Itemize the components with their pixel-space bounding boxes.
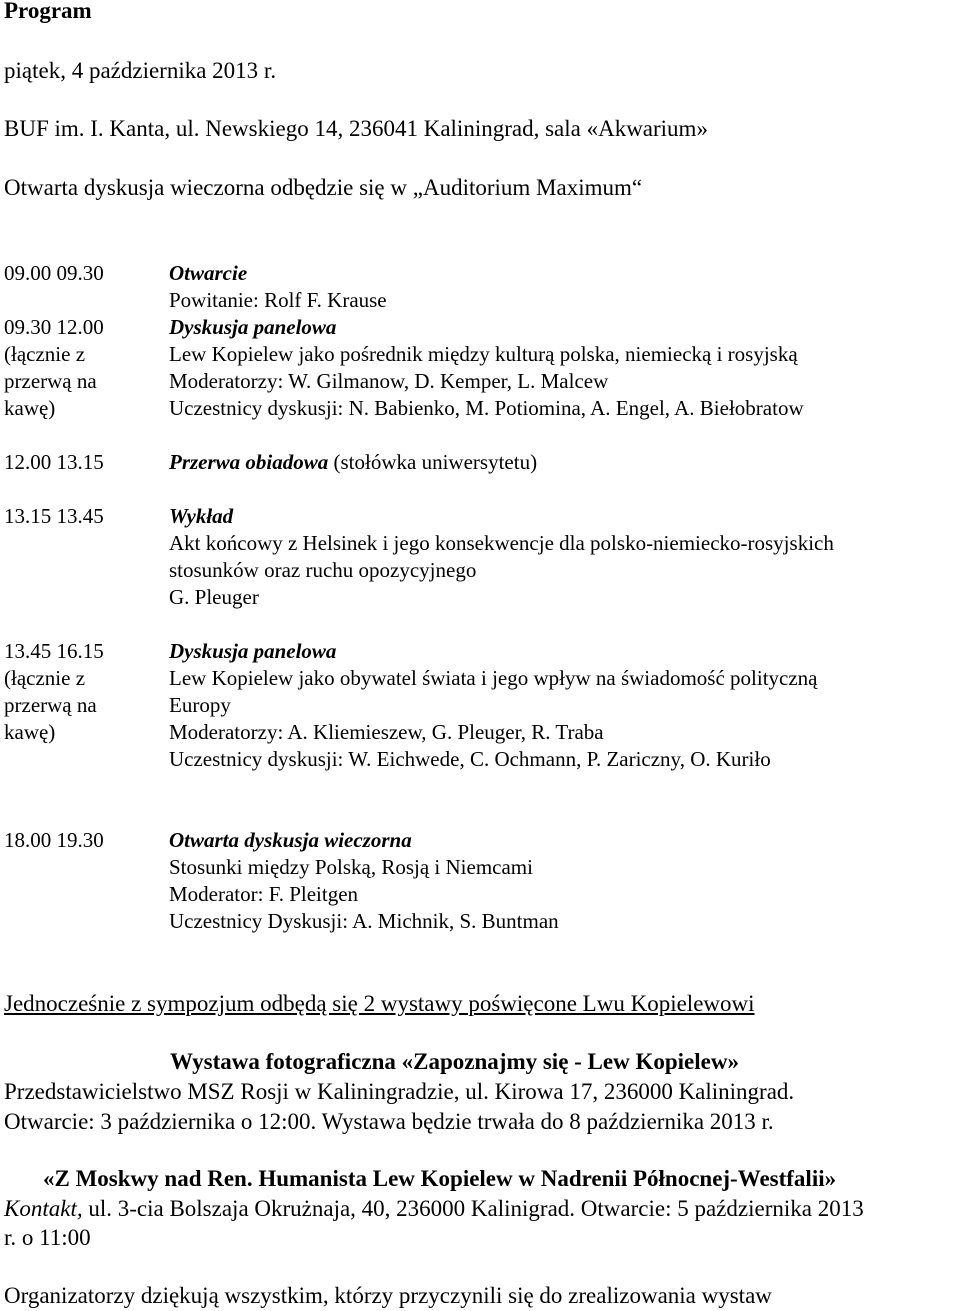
evening-note: Otwarta dyskusja wieczorna odbędzie się w „Auditorium Maximum“ <box>4 175 643 200</box>
session-4-line-1: Akt końcowy z Helsinek i jego konsekwencje dla polsko-niemiecko-rosyjskich <box>169 531 834 555</box>
session-5-line-4: Uczestnicy dyskusji: W. Eichwede, C. Ochmann, P. Zariczny, O. Kuriło <box>169 747 771 771</box>
event-date: piątek, 4 października 2013 r. <box>4 58 277 83</box>
footer-thanks: Organizatorzy dziękują wszystkim, którzy przyczynili się do zrealizowania wystaw <box>4 1283 772 1308</box>
session-3-title: Przerwa obiadowa <box>169 450 329 474</box>
exhibition-2-address: ul. 3-cia Bolszaja Okrużnaja, 40, 236000 Kalinigrad. Otwarcie: 5 października 2013 <box>82 1196 864 1221</box>
session-1-time: 09.00 09.30 <box>4 261 104 285</box>
session-4-title: Wykład <box>169 504 234 528</box>
session-5-note-1: (łącznie z <box>4 666 86 690</box>
session-6-line-2: Moderator: F. Pleitgen <box>169 882 359 906</box>
session-2-title: Dyskusja panelowa <box>169 315 337 339</box>
session-2-line-3: Uczestnicy dyskusji: N. Babienko, M. Potiomina, A. Engel, A. Biełobratow <box>169 396 804 420</box>
session-5-note-2: przerwą na <box>4 693 97 717</box>
exhibition-2-venue: Kontakt, <box>4 1196 83 1221</box>
session-3-title-suffix: (stołówka uniwersytetu) <box>328 450 538 474</box>
session-6-line-1: Stosunki między Polską, Rosją i Niemcami <box>169 855 533 879</box>
session-3-title-line <box>169 449 537 476</box>
exhibition-2-line-1 <box>4 1195 864 1223</box>
session-5-time: 13.45 16.15 <box>4 639 104 663</box>
session-5-title: Dyskusja panelowa <box>169 639 337 663</box>
session-5-line-2: Europy <box>169 693 231 717</box>
session-6-title: Otwarta dyskusja wieczorna <box>169 828 412 852</box>
exhibitions-intro: Jednocześnie z sympozjum odbędą się 2 wystawy poświęcone Lwu Kopielewowi <box>4 991 755 1016</box>
exhibition-2-title: «Z Moskwy nad Ren. Humanista Lew Kopielew w Nadrenii Północnej-Westfalii» <box>43 1166 837 1191</box>
exhibition-1-line-2: Otwarcie: 3 października o 12:00. Wystawa będzie trwała do 8 października 2013 r. <box>4 1109 774 1134</box>
session-3-time: 12.00 13.15 <box>4 450 104 474</box>
exhibition-1-line-1: Przedstawicielstwo MSZ Rosji w Kaliningradzie, ul. Kirowa 17, 236000 Kaliningrad. <box>4 1079 795 1104</box>
session-5-note-3: kawę) <box>4 720 56 744</box>
session-2-note-3: kawę) <box>4 396 56 420</box>
event-venue: BUF im. I. Kanta, ul. Newskiego 14, 236041 Kaliningrad, sala «Akwarium» <box>4 116 708 141</box>
session-2-line-2: Moderatorzy: W. Gilmanow, D. Kemper, L. Malcew <box>169 369 609 393</box>
session-4-line-3: G. Pleuger <box>169 585 259 609</box>
session-6-time: 18.00 19.30 <box>4 828 104 852</box>
session-5-line-3: Moderatorzy: A. Kliemieszew, G. Pleuger, R. Traba <box>169 720 604 744</box>
exhibition-2-line-2: r. o 11:00 <box>4 1225 91 1250</box>
session-4-line-2: stosunków oraz ruchu opozycyjnego <box>169 558 477 582</box>
session-2-time: 09.30 12.00 <box>4 315 104 339</box>
page-title: Program <box>4 0 92 23</box>
session-6-line-3: Uczestnicy Dyskusji: A. Michnik, S. Buntman <box>169 909 559 933</box>
session-1-title: Otwarcie <box>169 261 248 285</box>
session-2-line-1: Lew Kopielew jako pośrednik między kulturą polska, niemiecką i rosyjską <box>169 342 798 366</box>
session-1-line-1: Powitanie: Rolf F. Krause <box>169 288 387 312</box>
session-5-line-1: Lew Kopielew jako obywatel świata i jego wpływ na świadomość polityczną <box>169 666 818 690</box>
session-2-note-2: przerwą na <box>4 369 97 393</box>
session-4-time: 13.15 13.45 <box>4 504 104 528</box>
exhibition-1-title: Wystawa fotograficzna «Zapoznajmy się - Lew Kopielew» <box>170 1049 739 1074</box>
session-2-note-1: (łącznie z <box>4 342 86 366</box>
